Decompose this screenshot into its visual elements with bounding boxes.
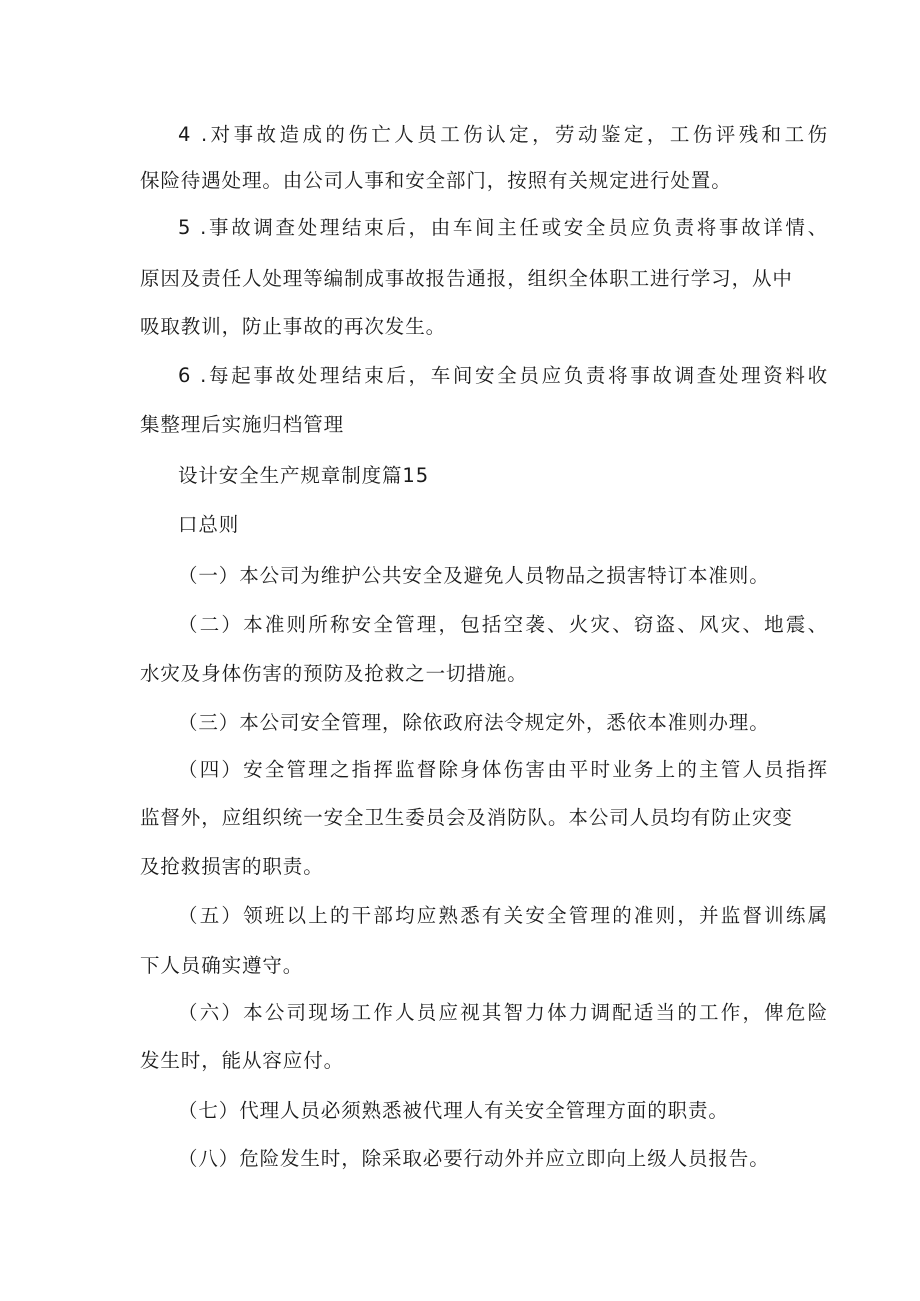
clause-5-line-1: （五）领班以上的干部均应熟悉有关安全管理的准则，并监督训练属 [178,904,828,927]
paragraph-5-line-2: 原因及责任人处理等编制成事故报告通报，组织全体职工进行学习，从中 [140,267,793,290]
clause-2-line-1: （二）本准则所称安全管理，包括空袭、火灾、窃盗、风灾、地震、 [178,613,828,636]
clause-8-line-1: （八）危险发生时，除采取必要行动外并应立即向上级人员报告。 [178,1147,770,1170]
clause-5-line-2: 下人员确实遵守。 [140,954,304,977]
clause-3-line-1: （三）本公司安全管理，除依政府法令规定外，悉依本准则办理。 [178,711,770,734]
clause-2-line-2: 水灾及身体伤害的预防及抢救之一切措施。 [140,662,528,685]
clause-4-line-1: （四）安全管理之指挥监督除身体伤害由平时业务上的主管人员指挥 [178,758,828,781]
clause-6-line-1: （六）本公司现场工作人员应视其智力体力调配适当的工作，俾危险 [178,1001,828,1024]
paragraph-6-line-1: 6 .每起事故处理结束后，车间安全员应负责将事故调查处理资料收 [178,364,828,387]
clause-1-line-1: （一）本公司为维护公共安全及避免人员物品之损害特订本准则。 [178,564,770,587]
clause-6-line-2: 发生时，能从容应付。 [140,1049,345,1072]
paragraph-4-line-1: 4 .对事故造成的伤亡人员工伤认定，劳动鉴定，工伤评残和工伤 [178,123,828,146]
clause-4-line-3: 及抢救损害的职责。 [140,855,324,878]
paragraph-6-line-2: 集整理后实施归档管理 [140,413,345,436]
paragraph-4-line-2: 保险待遇处理。由公司人事和安全部门，按照有关规定进行处置。 [140,169,732,192]
paragraph-5-line-3: 吸取教训，防止事故的再次发生。 [140,315,447,338]
section-subheading: 口总则 [178,513,240,536]
section-heading: 设计安全生产规章制度篇15 [178,464,430,487]
paragraph-5-line-1: 5 .事故调查处理结束后，由车间主任或安全员应负责将事故详情、 [178,216,828,239]
clause-7-line-1: （七）代理人员必须熟悉被代理人有关安全管理方面的职责。 [178,1099,729,1122]
clause-4-line-2: 监督外，应组织统一安全卫生委员会及消防队。本公司人员均有防止灾变 [140,806,793,829]
